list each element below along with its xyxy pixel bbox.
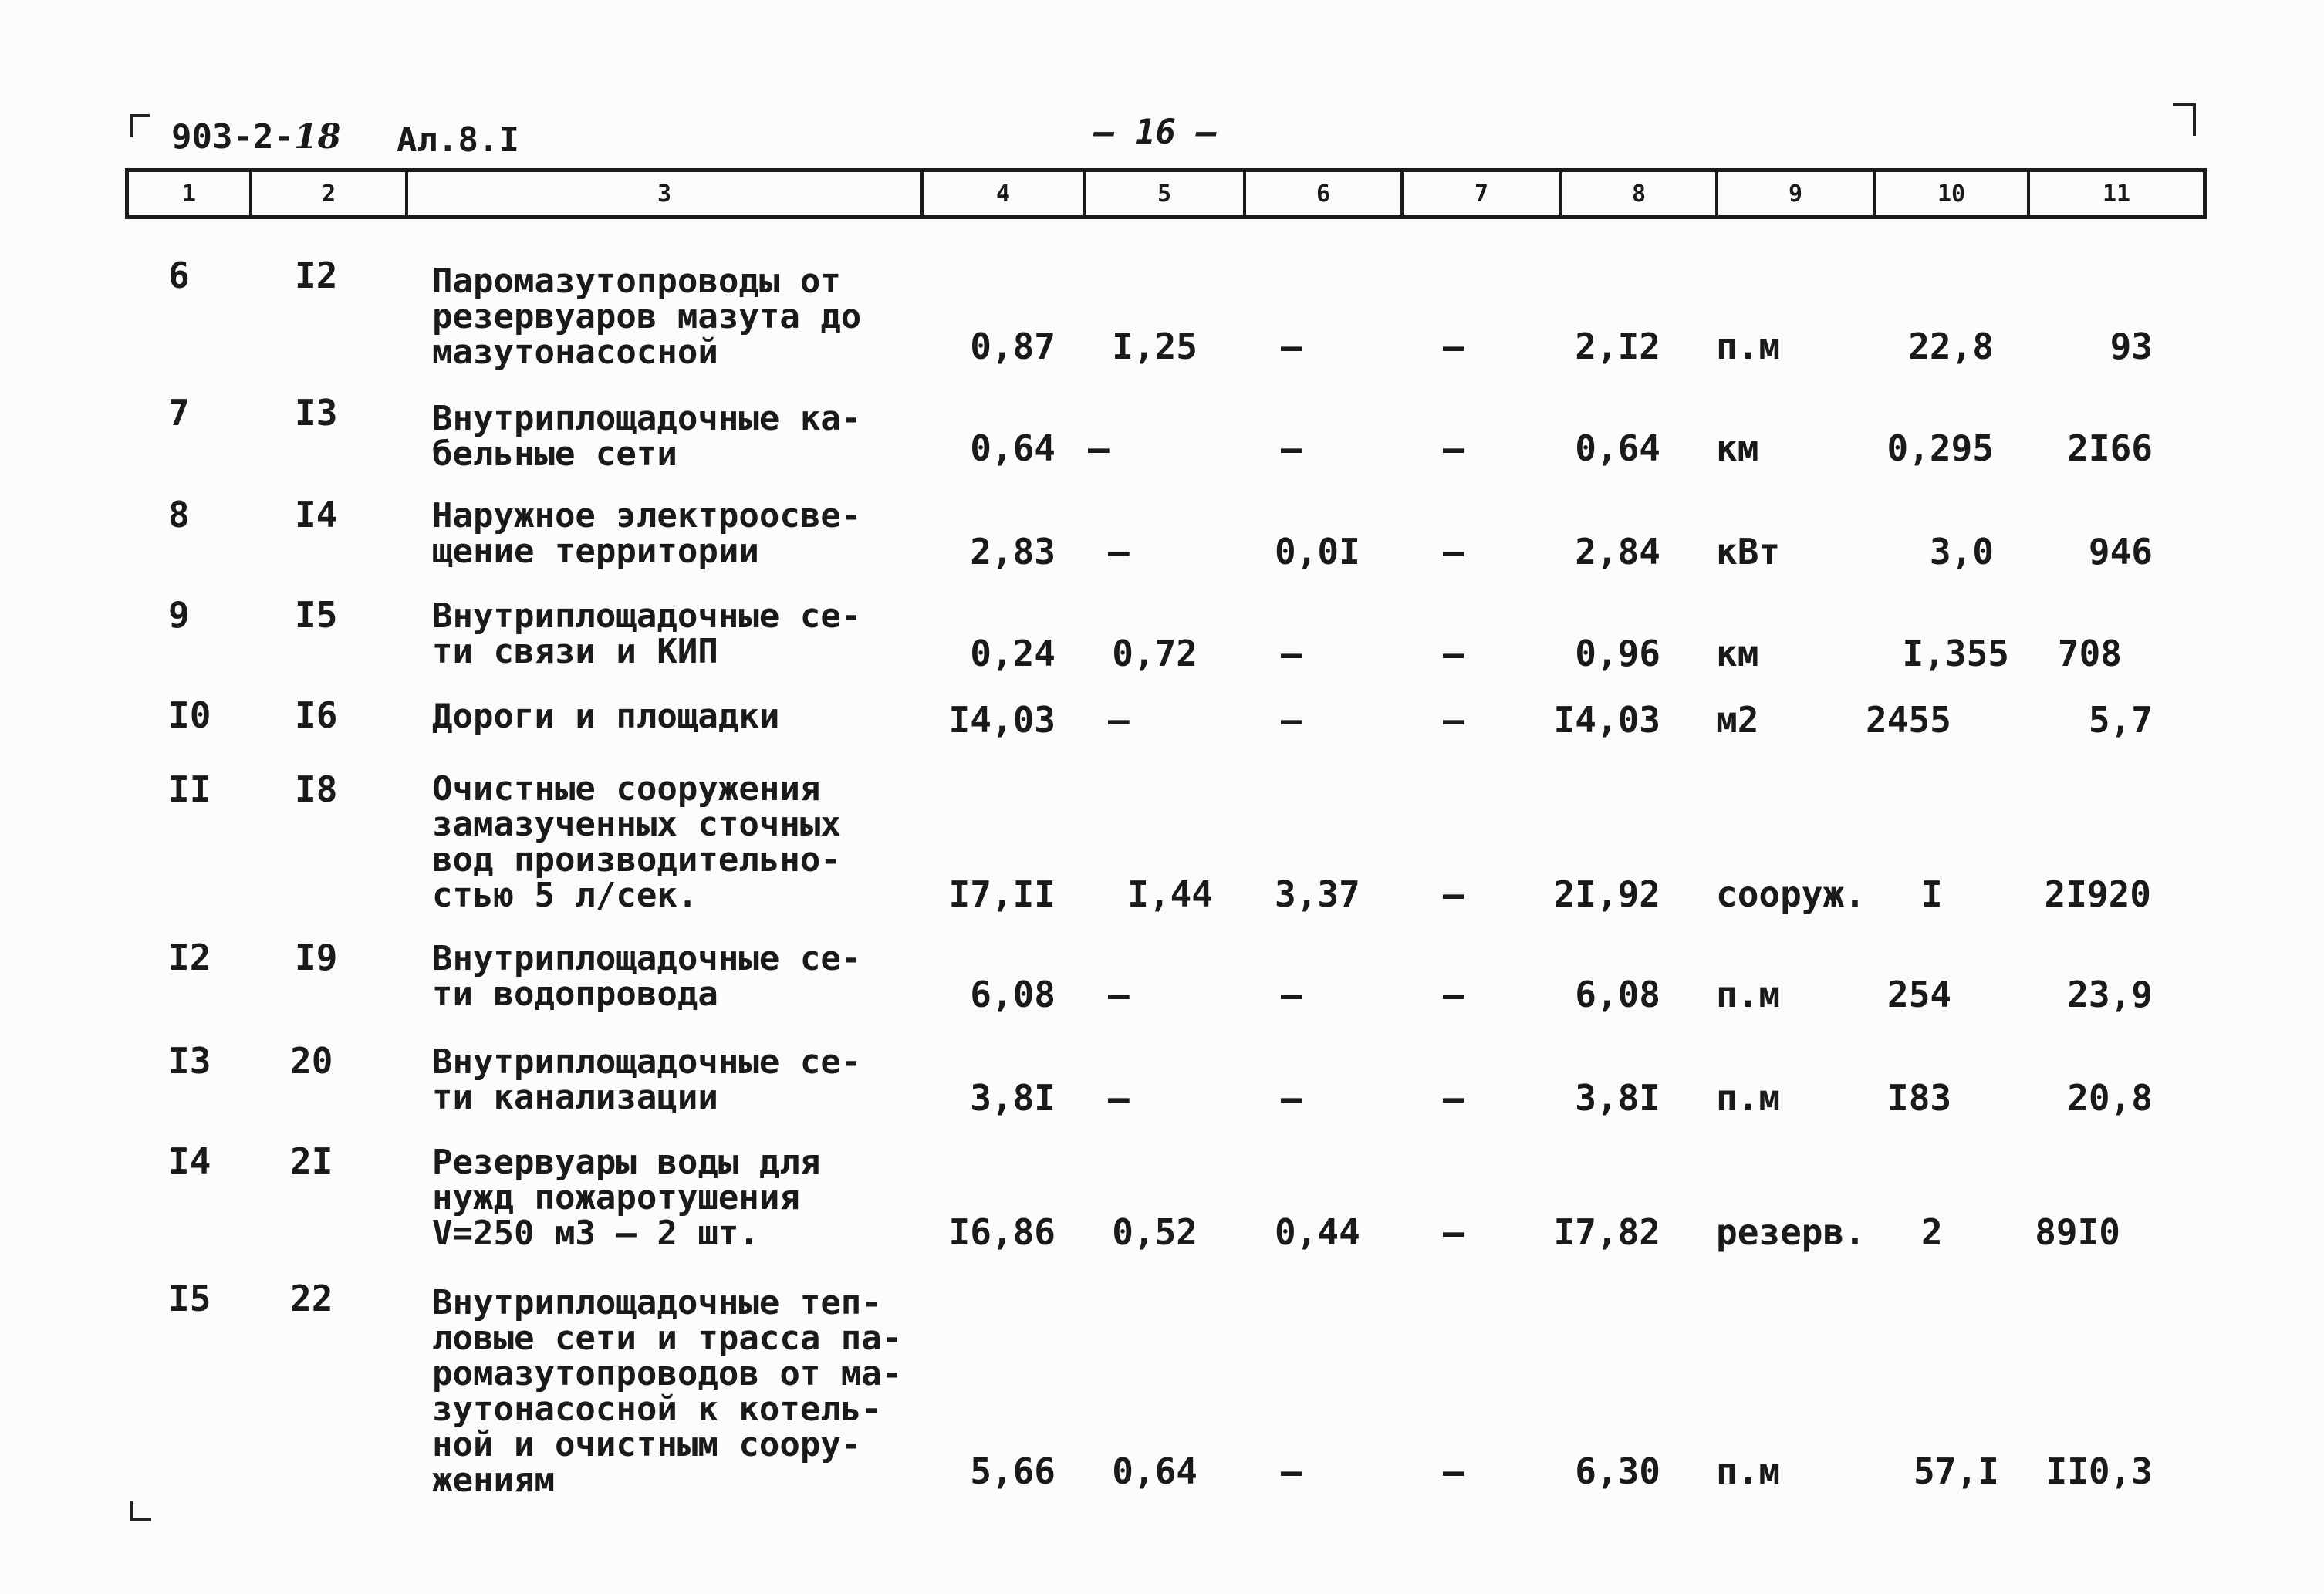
row-number: I5 [168,1278,211,1319]
cost-col-5: I,44 [1127,873,1213,915]
work-description: Резервуары воды для нужд пожаротушения V=250 м3 – 2 шт. [432,1143,821,1253]
cost-col-4: 2,83 [970,531,1056,572]
column-header-5: 5 [1086,172,1246,215]
doc-code-prefix: 903-2- [171,117,294,157]
cost-total: 6,30 [1575,1450,1660,1492]
row-number: 6 [168,255,190,296]
unit-cost: 946 [2088,531,2153,572]
cost-col-6: 0,44 [1275,1211,1360,1253]
quantity: 2 [1921,1211,1943,1253]
cost-col-5: – [1108,699,1130,741]
item-number: I2 [295,255,338,296]
unit: п.м [1716,326,1781,367]
work-description: Паромазутопроводы от резервуаров мазута до мазутонасосной [432,262,862,372]
item-number: 2I [290,1140,333,1182]
item-number: I3 [295,392,338,434]
unit-cost: 23,9 [2067,974,2153,1015]
cost-col-6: – [1281,326,1302,367]
cost-col-6: – [1281,974,1302,1015]
corner-mark-bottom-left [130,1501,151,1521]
cost-col-4: 0,64 [970,427,1056,469]
cost-total: 2,84 [1575,531,1660,572]
corner-mark-top-right [2173,103,2196,136]
cost-col-4: 0,87 [970,326,1056,367]
cost-col-4: 5,66 [970,1450,1056,1492]
work-description: Внутриплощадочные теп- ловые сети и трасса па- ромазутопроводов от ма- зутонасосной к котель- ной и очистным соору- жениям [432,1283,903,1500]
unit: сооруж. [1716,873,1866,915]
unit: резерв. [1716,1211,1866,1253]
unit: км [1716,633,1759,674]
cost-col-4: 6,08 [970,974,1056,1015]
cost-col-7: – [1443,633,1464,674]
unit: п.м [1716,1077,1781,1119]
cost-total: 3,8I [1575,1077,1660,1119]
cost-col-6: – [1281,427,1302,469]
column-header-7: 7 [1404,172,1562,215]
row-number: 9 [168,594,190,636]
corner-mark-top-left [130,114,150,137]
cost-total: 2I,92 [1553,873,1660,915]
cost-col-5: 0,64 [1112,1450,1197,1492]
column-header-11: 11 [2102,180,2131,208]
cost-col-6: 0,0I [1275,531,1360,572]
quantity: I [1921,873,1943,915]
unit: п.м [1716,1450,1781,1492]
cost-col-7: – [1443,531,1464,572]
cost-col-5: – [1108,531,1130,572]
work-description: Очистные сооружения замазученных сточных вод производительно- стью 5 л/сек. [432,769,841,915]
quantity: I83 [1887,1077,1952,1119]
doc-code [171,117,341,157]
column-header-6: 6 [1246,172,1404,215]
row-number: I4 [168,1140,211,1182]
column-header-10: 10 [1876,172,2030,215]
row-number: I2 [168,937,211,978]
cost-total: 6,08 [1575,974,1660,1015]
work-description: Дороги и площадки [432,697,780,736]
item-number: I9 [295,937,338,978]
item-number: 20 [290,1040,333,1082]
unit: км [1716,427,1759,469]
quantity: 0,295 [1887,427,1994,469]
work-description: Наружное электроосве- щение территории [432,496,862,571]
column-header-1: 1 [129,172,252,215]
work-description: Внутриплощадочные ка- бельные сети [432,399,862,474]
quantity: I,355 [1902,633,2009,674]
cost-col-5: – [1088,427,1110,469]
cost-col-5: 0,52 [1112,1211,1197,1253]
item-number: I6 [295,694,338,736]
item-number: I8 [295,768,338,810]
quantity: 3,0 [1929,531,1994,572]
item-number: 22 [290,1278,333,1319]
row-number: 8 [168,494,190,535]
column-header-3: 3 [408,172,924,215]
row-number: II [168,768,211,810]
cost-col-4: 3,8I [970,1077,1056,1119]
cost-col-5: – [1108,1077,1130,1119]
unit-cost: 2I920 [2044,873,2151,915]
unit-cost: 708 [2057,633,2122,674]
cost-col-7: – [1443,1450,1464,1492]
cost-col-4: I7,II [948,873,1056,915]
cost-col-6: – [1281,633,1302,674]
cost-col-6: – [1281,1077,1302,1119]
cost-total: 0,64 [1575,427,1660,469]
unit-cost: 89I0 [2035,1211,2120,1253]
unit-cost: 93 [2110,326,2153,367]
unit: п.м [1716,974,1781,1015]
cost-col-5: – [1108,974,1130,1015]
quantity: 254 [1887,974,1952,1015]
cost-col-5: I,25 [1112,326,1197,367]
unit: кВт [1716,531,1781,572]
page-number: — 16 — [1094,113,1217,152]
cost-col-4: 0,24 [970,633,1056,674]
quantity: 57,I [1914,1450,1999,1492]
cost-col-7: – [1443,1077,1464,1119]
unit-cost: 5,7 [2088,699,2153,741]
cost-total: 0,96 [1575,633,1660,674]
cost-col-7: – [1443,326,1464,367]
quantity: 2455 [1866,699,1951,741]
cost-col-4: I4,03 [948,699,1056,741]
cost-col-6: – [1281,699,1302,741]
item-number: I4 [295,494,338,535]
row-number: 7 [168,392,190,434]
column-header-9: 9 [1718,172,1876,215]
work-description: Внутриплощадочные се- ти водопровода [432,939,862,1014]
column-header-8: 8 [1562,172,1718,215]
cost-total: 2,I2 [1575,326,1660,367]
album-label: Ал.8.I [397,120,519,160]
cost-col-7: – [1443,427,1464,469]
column-header-2: 2 [252,172,408,215]
unit-cost: 2I66 [2067,427,2153,469]
cost-col-7: – [1443,1211,1464,1253]
work-description: Внутриплощадочные се- ти связи и КИП [432,596,862,671]
unit-cost: 20,8 [2067,1077,2153,1119]
item-number: I5 [295,594,338,636]
row-number: I3 [168,1040,211,1082]
cost-col-7: – [1443,974,1464,1015]
cost-col-4: I6,86 [948,1211,1056,1253]
cost-col-7: – [1443,873,1464,915]
column-header-row [125,168,2207,219]
row-number: I0 [168,694,211,736]
quantity: 22,8 [1908,326,1994,367]
cost-col-6: – [1281,1450,1302,1492]
work-description: Внутриплощадочные се- ти канализации [432,1042,862,1117]
doc-code-number: 18 [293,117,342,157]
column-header-4: 4 [924,172,1086,215]
unit: м2 [1716,699,1759,741]
cost-col-5: 0,72 [1112,633,1197,674]
cost-col-7: – [1443,699,1464,741]
cost-total: I7,82 [1553,1211,1660,1253]
cost-col-6: 3,37 [1275,873,1360,915]
cost-total: I4,03 [1553,699,1660,741]
unit-cost: II0,3 [2045,1450,2153,1492]
